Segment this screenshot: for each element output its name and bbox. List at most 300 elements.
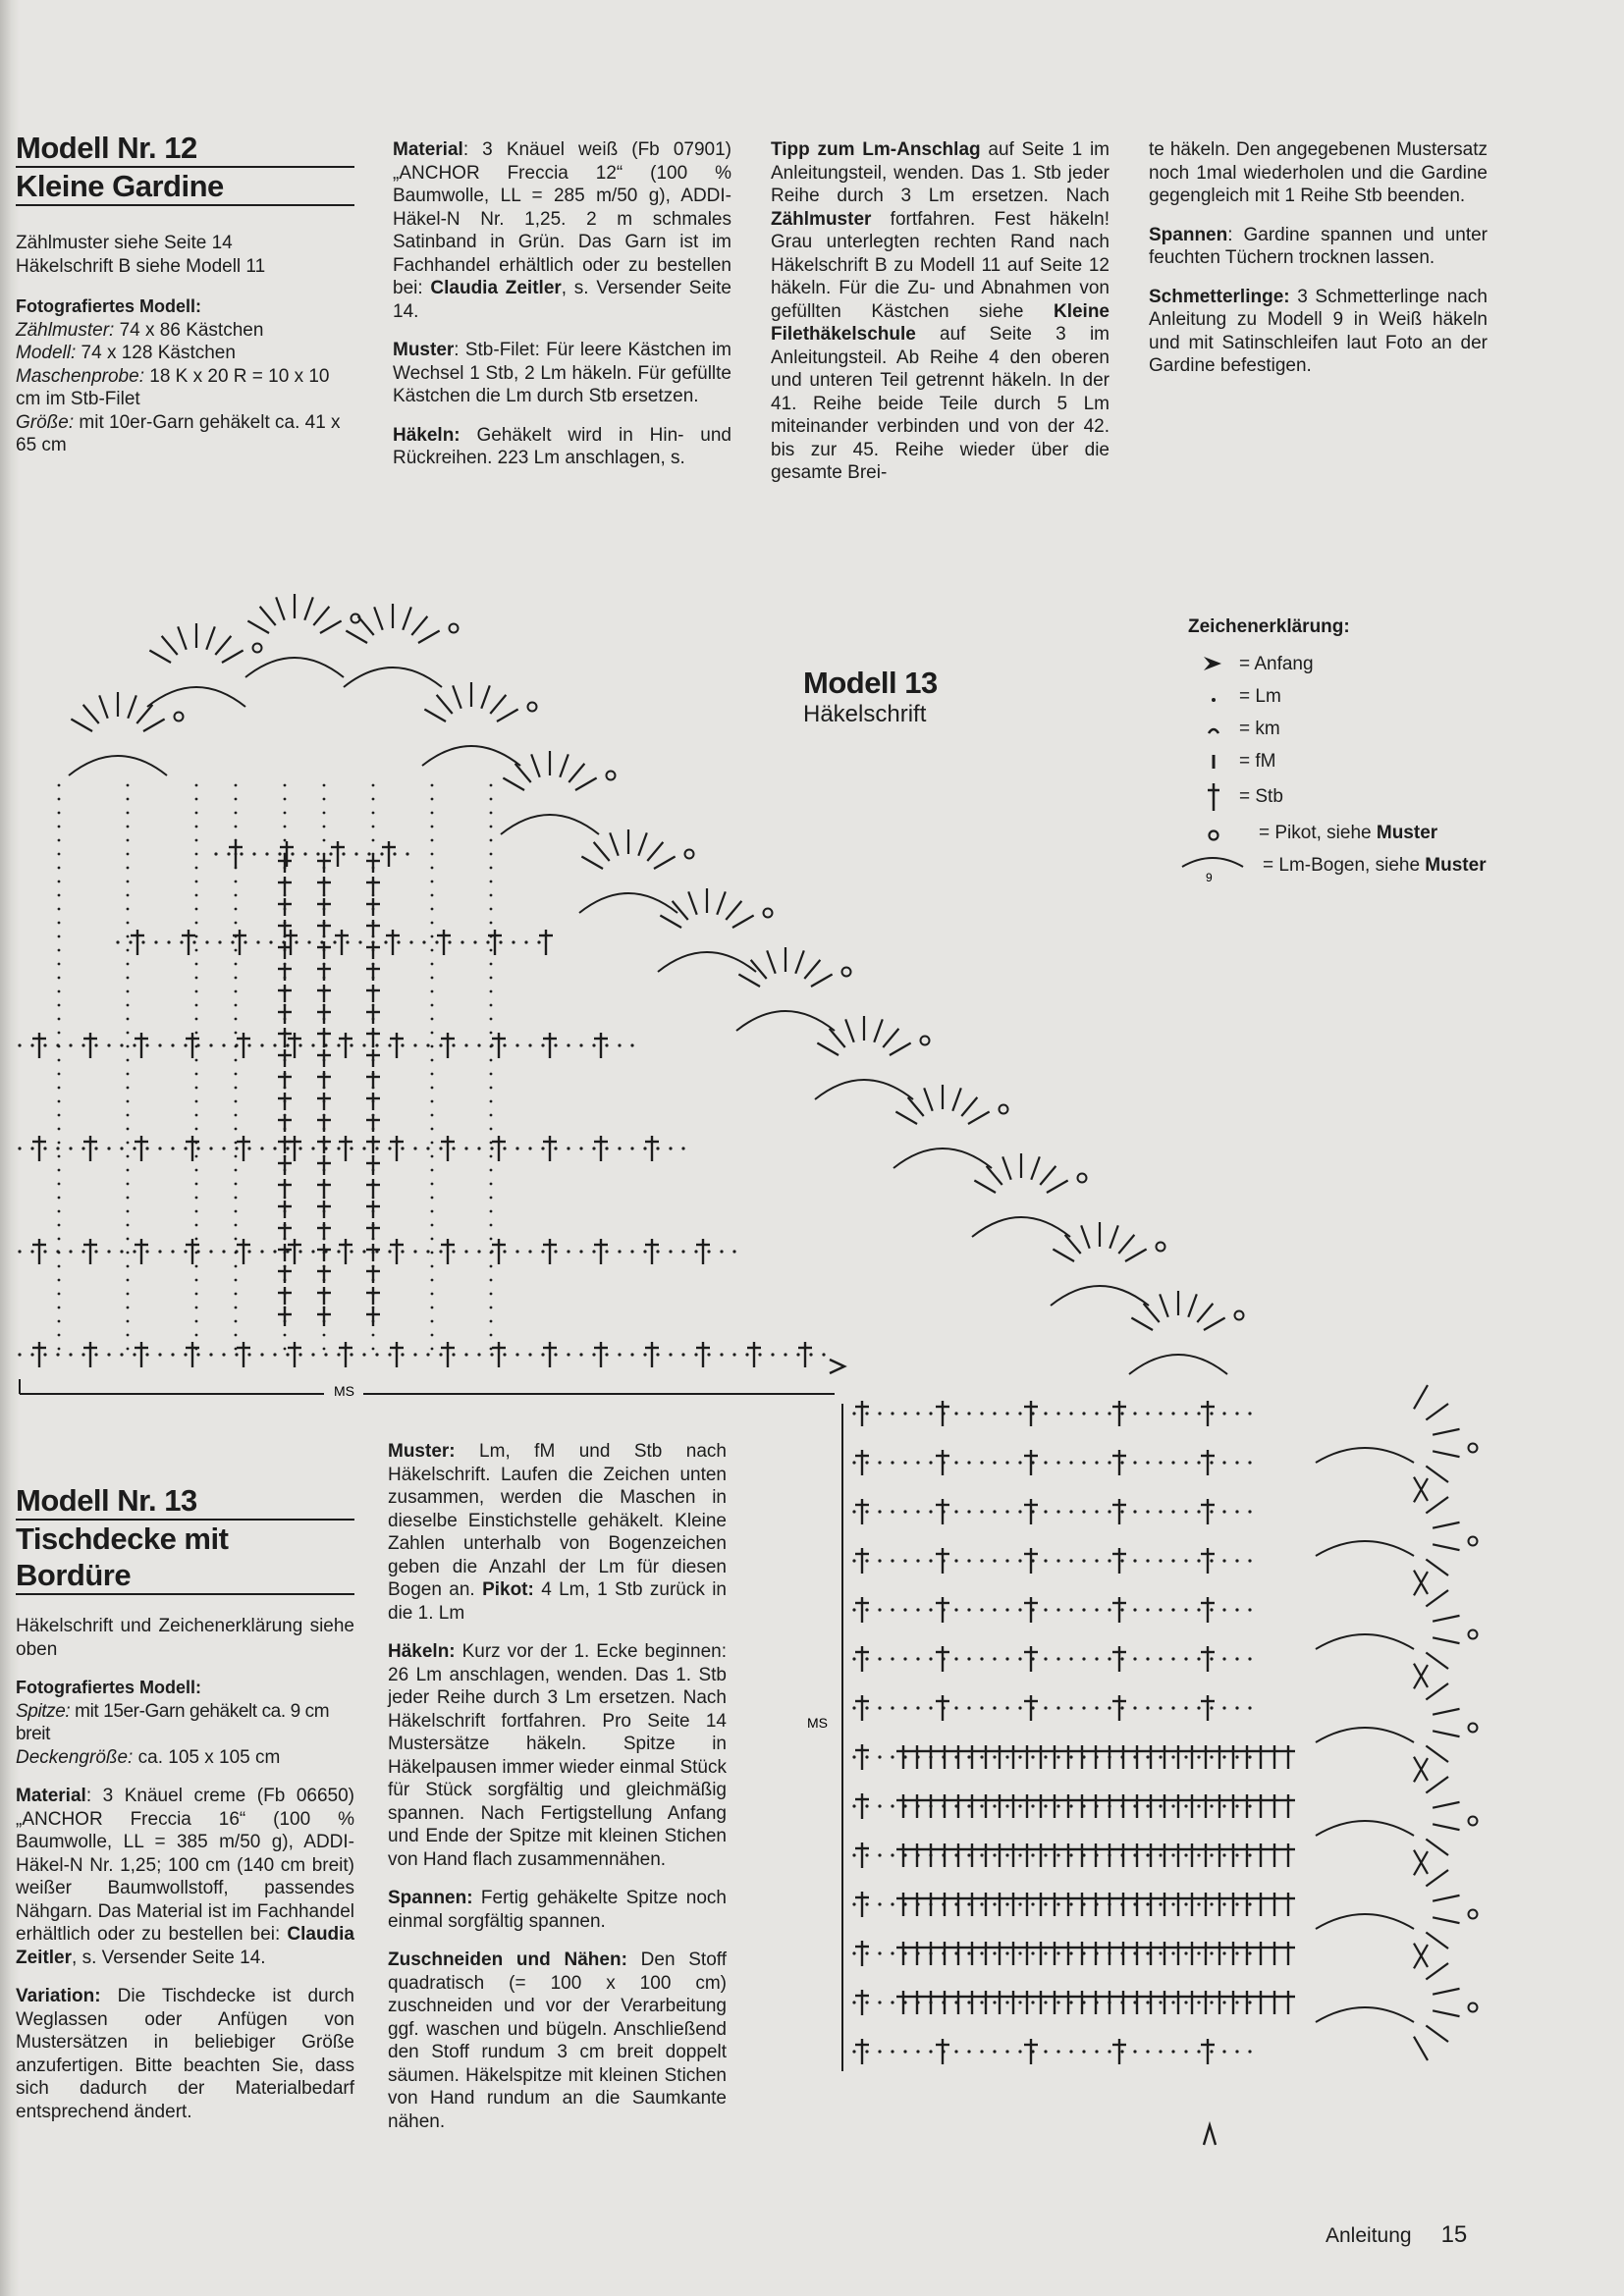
chain-stitch-dot [1044, 1559, 1047, 1562]
model12-photographed-label: Fotografiertes Modell: [16, 296, 202, 316]
model13-photographed-label: Fotografiertes Modell: [16, 1678, 202, 1697]
chain-stitch-dot [30, 1250, 33, 1253]
chain-stitch-dot [235, 1279, 238, 1282]
picot-symbol [450, 624, 459, 633]
chain-stitch-dot [1184, 1755, 1187, 1758]
single-crochet-symbol [1040, 1166, 1056, 1185]
chain-stitch-dot [431, 1224, 434, 1227]
chain-stitch-dot [1018, 1804, 1021, 1807]
chain-stitch-dot [323, 1307, 326, 1309]
chain-stitch-dot [58, 1018, 61, 1021]
chain-stitch-dot [916, 1510, 919, 1513]
chain-stitch-dot [720, 1250, 723, 1253]
chain-stitch-dot [431, 949, 434, 952]
chain-stitch-dot [980, 1412, 983, 1415]
chain-stitch-dot [464, 1147, 467, 1149]
single-crochet-symbol [1426, 1467, 1448, 1482]
chain-stitch-dot [58, 1032, 61, 1035]
chain-stitch-dot [380, 852, 383, 855]
single-crochet-symbol [149, 651, 171, 664]
chain-stitch-dot [323, 853, 326, 856]
chain-stitch-dot [656, 1353, 659, 1356]
single-crochet-symbol [437, 695, 453, 714]
chain-stitch-dot [256, 940, 259, 943]
chain-stitch-dot [891, 1657, 893, 1660]
chain-stitch-dot [503, 1250, 506, 1253]
chain-stitch-dot [58, 1045, 61, 1048]
chain-stitch-dot [58, 1114, 61, 1117]
chain-stitch-dot [107, 1147, 110, 1149]
chain-stitch-dot [284, 1004, 287, 1007]
chain-stitch-dot [260, 1250, 263, 1253]
single-crochet-symbol [313, 607, 329, 625]
chain-stitch-dot [235, 1045, 238, 1048]
chain-stitch-dot [891, 1804, 893, 1807]
chain-stitch-dot [1197, 1657, 1200, 1660]
chain-stitch-dot [1146, 1951, 1149, 1954]
chain-stitch-dot [1159, 1461, 1162, 1464]
chain-stitch-dot [1044, 2050, 1047, 2053]
chain-stitch-dot [1146, 1657, 1149, 1660]
chain-stitch-dot [235, 1265, 238, 1268]
chain-stitch-dot [490, 1183, 493, 1186]
chain-stitch-dot [1108, 1510, 1110, 1513]
chain-stitch-dot [58, 977, 61, 980]
chain-stitch-dot [58, 1279, 61, 1282]
chain-stitch-dot [413, 1353, 416, 1356]
chain-stitch-dot [171, 1353, 174, 1356]
chain-stitch-dot [592, 1147, 595, 1149]
single-crochet-symbol [1031, 1156, 1040, 1179]
chain-stitch-dot [1171, 1902, 1174, 1905]
model12-ref-counting: Zählmuster siehe Seite 14 [16, 233, 233, 253]
chain-stitch-dot [980, 1804, 983, 1807]
chain-stitch-dot [431, 1155, 434, 1158]
chain-stitch-dot [490, 881, 493, 883]
model12-material-paragraph: Material: 3 Knäuel weiß (Fb 07901) „ANCHOR Freccia 12“ (100 % Baumwolle, LL = 285 m/50 g), ADDI-Häkel-N Nr. 1,25. 2 m schmales Satinband in Grün. Das Garn ist im Fachhandel erhältlich oder zu bestellen bei: Claudia Zeitler, s. Versender Seite 14. [393, 139, 731, 322]
chain-stitch-dot [630, 1147, 633, 1149]
chain-stitch-dot [954, 1608, 957, 1611]
model13-subheading-2: Bordüre [16, 1558, 132, 1592]
model12-pattern-paragraph: Muster: Stb-Filet: Für leere Kästchen im Wechsel 1 Stb, 2 Lm häkeln. Für gefüllte Kästchen die Lm durch Stb ersetzen. [393, 340, 731, 406]
chain-stitch-dot [375, 1147, 378, 1149]
chain-stitch-dot [903, 1510, 906, 1513]
chain-stitch-dot [372, 1197, 375, 1200]
chain-stitch-dot [235, 1197, 238, 1200]
chain-stitch-dot [127, 1197, 130, 1200]
chain-stitch-dot [286, 1353, 289, 1356]
chain-stitch-dot [372, 1307, 375, 1309]
single-crochet-symbol [1053, 1250, 1074, 1262]
chain-stitch-dot [1005, 1804, 1008, 1807]
single-crochet-symbol [1204, 1318, 1225, 1331]
chain-stitch-dot [30, 1147, 33, 1149]
single-crochet-symbol [717, 891, 726, 914]
chain-stitch-dot [1056, 1804, 1059, 1807]
chain-stitch-dot [1031, 1902, 1034, 1905]
chain-stitch-dot [1235, 2001, 1238, 2003]
chain-stitch-dot [431, 990, 434, 993]
single-crochet-symbol [1433, 2010, 1459, 2016]
chain-stitch-dot [431, 1087, 434, 1090]
chain-stitch-dot [490, 949, 493, 952]
model13-variation-paragraph: Variation: Die Tischdecke ist durch Weglassen oder Anfügen von Mustersätzen in beliebiger Größe anzufertigen. Bitte beachten Sie, dass sich dadurch der Materialbedarf entsprechend ändert. [16, 1986, 354, 2122]
chain-stitch-dot [323, 826, 326, 828]
chain-stitch-dot [1044, 1657, 1047, 1660]
chain-stitch-dot [431, 1265, 434, 1268]
model12-ref-chart: Häkelschrift B siehe Modell 11 [16, 255, 266, 277]
chain-stitch-dot [431, 839, 434, 842]
chain-stitch-dot [367, 852, 370, 855]
chain-stitch-dot [630, 1250, 633, 1253]
chain-stitch-dot [58, 1004, 61, 1007]
single-crochet-symbol [515, 764, 531, 782]
chain-stitch-dot [954, 1657, 957, 1660]
chain-stitch-dot [1044, 1804, 1047, 1807]
chain-stitch-dot [1159, 1608, 1162, 1611]
single-crochet-symbol [1433, 1989, 1459, 1995]
chain-stitch-dot [235, 798, 238, 801]
chain-stitch-dot [852, 1951, 855, 1954]
chain-stitch-dot [967, 1412, 970, 1415]
chain-stitch-dot [1235, 1951, 1238, 1954]
chain-stitch-dot [865, 2001, 868, 2003]
chain-stitch-dot [107, 1250, 110, 1253]
chain-stitch-dot [1235, 1706, 1238, 1709]
chain-stitch-dot [554, 1250, 557, 1253]
chain-stitch-dot [1159, 1412, 1162, 1415]
chain-stitch-dot [127, 784, 130, 787]
chain-stitch-dot [1235, 1559, 1238, 1562]
chain-stitch-dot [195, 1169, 198, 1172]
chain-stitch-dot [145, 1250, 148, 1253]
chain-stitch-dot [372, 1348, 375, 1351]
chain-stitch-dot [158, 1353, 161, 1356]
chain-stitch-dot [490, 1147, 493, 1149]
chain-stitch-dot [1069, 1412, 1072, 1415]
legend-row-picot: = Pikot, siehe Muster [1188, 817, 1350, 849]
chain-stitch-dot [1056, 1706, 1059, 1709]
chain-stitch-dot [247, 1147, 250, 1149]
chain-stitch-dot [1044, 1951, 1047, 1954]
model13-pattern-paragraph: Muster: Lm, fM und Stb nach Häkelschrift. Laufen die Zeichen unten zusammen, werden die Maschen in dieselbe Einstichstelle gehäkelt. Kleine Zahlen unterhalb von Bogenzeichen geben die Anzahl der Lm für diesen Bogen an. Pikot: 4 Lm, 1 Stb zurück in die 1. Lm [388, 1441, 728, 1624]
chain-stitch-dot [372, 784, 375, 787]
chain-stitch-dot [195, 881, 198, 883]
chain-stitch-dot [490, 1252, 493, 1255]
single-crochet-symbol [1426, 1933, 1448, 1949]
chain-stitch-dot [916, 1657, 919, 1660]
chain-arc-symbol [501, 815, 599, 834]
chain-stitch-dot [1146, 1559, 1149, 1562]
chain-stitch-dot [127, 1155, 130, 1158]
single-crochet-symbol [883, 1029, 898, 1047]
chain-stitch-dot [311, 1147, 314, 1149]
chain-stitch-dot [490, 894, 493, 897]
chain-stitch-dot [354, 852, 357, 855]
chain-stitch-dot [401, 1043, 404, 1046]
single-crochet-symbol [497, 710, 518, 722]
chain-stitch-dot [1235, 1608, 1238, 1611]
chain-stitch-dot [1005, 1412, 1008, 1415]
chain-stitch-dot [707, 1250, 710, 1253]
model13-subheading: Tischdecke mit [16, 1522, 229, 1556]
chain-stitch-dot [195, 1004, 198, 1007]
chain-stitch-dot [426, 1353, 429, 1356]
chain-stitch-dot [891, 1412, 893, 1415]
chain-stitch-dot [372, 798, 375, 801]
chain-stitch-dot [1069, 1902, 1072, 1905]
chain-stitch-dot [284, 1045, 287, 1048]
chain-stitch-dot [94, 1043, 97, 1046]
chain-stitch-dot [1146, 1510, 1149, 1513]
chain-stitch-dot [205, 940, 208, 943]
chain-stitch-dot [127, 1114, 130, 1117]
chain-stitch-dot [490, 1279, 493, 1282]
chain-stitch-dot [260, 1353, 263, 1356]
chain-stitch-dot [409, 940, 412, 943]
chain-stitch-dot [758, 1353, 761, 1356]
chain-stitch-dot [1159, 1559, 1162, 1562]
chain-stitch-dot [490, 1293, 493, 1296]
chain-stitch-dot [865, 1951, 868, 1954]
chain-stitch-dot [541, 1043, 544, 1046]
single-crochet-symbol [890, 1043, 911, 1056]
chain-stitch-dot [1171, 1510, 1174, 1513]
chain-stitch-dot [235, 1238, 238, 1241]
chain-stitch-dot [269, 940, 272, 943]
chain-stitch-dot [1133, 1461, 1136, 1464]
chain-stitch-dot [167, 940, 170, 943]
chain-stitch-dot [426, 1147, 429, 1149]
chain-stitch-dot [1222, 1608, 1225, 1611]
single-crochet-symbol [1426, 1560, 1448, 1575]
chain-stitch-dot [350, 1250, 352, 1253]
model12-blocking-paragraph: Spannen: Gardine spannen und unter feuchten Tüchern trocknen lassen. [1149, 224, 1488, 268]
chain-arc-symbol [815, 1080, 913, 1099]
picot-symbol [842, 968, 851, 977]
single-crochet-symbol [1414, 1385, 1428, 1409]
chain-stitch-dot [993, 1951, 996, 1954]
chain-stitch-dot [235, 922, 238, 925]
chain-stitch-dot [490, 1320, 493, 1323]
chain-stitch-dot [1069, 1755, 1072, 1758]
chain-stitch-dot [127, 1045, 130, 1048]
chain-stitch-dot [503, 1147, 506, 1149]
chain-stitch-dot [528, 1250, 531, 1253]
chain-stitch-dot [58, 1252, 61, 1255]
chain-stitch-dot [372, 1004, 375, 1007]
chain-stitch-dot [464, 1250, 467, 1253]
chain-stitch-dot [891, 1755, 893, 1758]
chain-stitch-dot [490, 1114, 493, 1117]
chain-stitch-dot [195, 853, 198, 856]
chain-stitch-dot [681, 1250, 684, 1253]
picot-symbol [1469, 2003, 1478, 2012]
chain-stitch-dot [980, 1755, 983, 1758]
chain-stitch-dot [1044, 1755, 1047, 1758]
chain-stitch-dot [1133, 1608, 1136, 1611]
chain-stitch-dot [1018, 1657, 1021, 1660]
chain-stitch-dot [247, 1353, 250, 1356]
chain-stitch-dot [58, 1128, 61, 1131]
chain-stitch-dot [431, 853, 434, 856]
chain-stitch-dot [1095, 1412, 1098, 1415]
single-crochet-symbol [304, 597, 313, 619]
chain-stitch-dot [486, 940, 489, 943]
chain-stitch-dot [1235, 1657, 1238, 1660]
chain-stitch-dot [1197, 2050, 1200, 2053]
chain-stitch-dot [903, 1657, 906, 1660]
chain-stitch-dot [916, 1461, 919, 1464]
picot-symbol [253, 644, 262, 653]
chain-stitch-dot [235, 1210, 238, 1213]
picot-symbol [1469, 1724, 1478, 1733]
single-crochet-symbol [1426, 1653, 1448, 1669]
chain-stitch-dot [512, 940, 514, 943]
chain-stitch-dot [58, 1100, 61, 1103]
chain-stitch-dot [1171, 1559, 1174, 1562]
chain-stitch-dot [967, 1755, 970, 1758]
chain-stitch-dot [528, 1353, 531, 1356]
chain-stitch-dot [195, 990, 198, 993]
chain-stitch-dot [567, 1353, 569, 1356]
chain-stitch-dot [1184, 1412, 1187, 1415]
chain-stitch-dot [1235, 2050, 1238, 2053]
chain-stitch-dot [1018, 1902, 1021, 1905]
chain-stitch-dot [1159, 1706, 1162, 1709]
chain-stitch-dot [1031, 1853, 1034, 1856]
single-crochet-symbol [71, 720, 92, 732]
single-crochet-symbol [1160, 1294, 1168, 1316]
single-crochet-symbol [99, 695, 108, 718]
chain-stitch-dot [1108, 1412, 1110, 1415]
chain-stitch-dot [295, 940, 298, 943]
chain-stitch-dot [129, 940, 132, 943]
chain-stitch-dot [515, 1250, 518, 1253]
chain-stitch-dot [158, 1147, 161, 1149]
chain-stitch-dot [127, 1238, 130, 1241]
chain-stitch-dot [127, 798, 130, 801]
chain-stitch-dot [1005, 2050, 1008, 2053]
chain-stitch-dot [745, 1353, 748, 1356]
chain-stitch-dot [58, 784, 61, 787]
chain-stitch-dot [431, 826, 434, 828]
chain-stitch-dot [643, 1147, 646, 1149]
chain-stitch-dot [1222, 1755, 1225, 1758]
single-crochet-symbol [424, 710, 446, 722]
chain-stitch-dot [362, 1250, 365, 1253]
chain-stitch-dot [891, 1559, 893, 1562]
chain-stitch-dot [1222, 1902, 1225, 1905]
chain-stitch-dot [218, 940, 221, 943]
single-crochet-symbol [638, 832, 647, 855]
chain-stitch-dot [195, 826, 198, 828]
chain-stitch-dot [929, 1412, 932, 1415]
chain-stitch-dot [195, 867, 198, 870]
chain-stitch-dot [337, 1250, 340, 1253]
model12-spec-size: Größe: mit 10er-Garn gehäkelt ca. 41 x 65 cm [16, 411, 341, 455]
chain-stitch-dot [865, 1706, 868, 1709]
chain-stitch-dot [195, 1293, 198, 1296]
chain-stitch-dot [954, 2050, 957, 2053]
chain-stitch-dot [184, 1043, 187, 1046]
chain-stitch-dot [1120, 1559, 1123, 1562]
chain-arc-symbol [658, 952, 756, 972]
chain-stitch-dot [1197, 1461, 1200, 1464]
chain-stitch-dot [120, 1147, 123, 1149]
chain-arc-symbol [1316, 1821, 1414, 1836]
single-crochet-symbol [1197, 1304, 1213, 1322]
chain-stitch-dot [1248, 1559, 1251, 1562]
chain-stitch-dot [954, 1461, 957, 1464]
single-crochet-symbol [581, 857, 603, 870]
chain-stitch-dot [127, 990, 130, 993]
chain-stitch-dot [107, 1353, 110, 1356]
chain-stitch-dot [127, 1183, 130, 1186]
chain-stitch-dot [141, 940, 144, 943]
chain-stitch-dot [195, 1059, 198, 1062]
chain-stitch-dot [431, 1334, 434, 1337]
chain-stitch-dot [58, 1073, 61, 1076]
chain-stitch-dot [58, 1224, 61, 1227]
chain-stitch-dot [393, 852, 396, 855]
chain-stitch-dot [865, 1804, 868, 1807]
chain-stitch-dot [1210, 1657, 1213, 1660]
chain-stitch-dot [235, 894, 238, 897]
chain-stitch-dot [58, 1320, 61, 1323]
single-crochet-symbol [610, 832, 619, 855]
chain-stitch-dot [1248, 1902, 1251, 1905]
chain-stitch-dot [878, 1951, 881, 1954]
chain-stitch-dot [222, 1353, 225, 1356]
chain-stitch-dot [929, 1510, 932, 1513]
chain-stitch-dot [1031, 1804, 1034, 1807]
footer-section: Anleitung [1326, 2224, 1412, 2247]
chain-stitch-dot [1184, 1657, 1187, 1660]
chain-stitch-dot [1069, 1461, 1072, 1464]
chain-stitch-dot [127, 826, 130, 828]
chain-stitch-dot [460, 940, 463, 943]
chain-stitch-dot [878, 1804, 881, 1807]
single-crochet-symbol [1433, 1896, 1459, 1901]
single-crochet-symbol [374, 607, 383, 629]
chain-stitch-dot [284, 1334, 287, 1337]
chain-stitch-dot [771, 1353, 774, 1356]
chain-stitch-dot [732, 1353, 735, 1356]
chain-stitch-dot [195, 1224, 198, 1227]
chain-stitch-dot [235, 1348, 238, 1351]
chain-stitch-dot [235, 867, 238, 870]
chain-stitch-dot [1222, 1461, 1225, 1464]
chain-stitch-dot [967, 1461, 970, 1464]
picot-symbol [607, 772, 616, 780]
picot-symbol [1469, 1444, 1478, 1453]
chain-stitch-dot [1248, 1657, 1251, 1660]
chain-stitch-dot [490, 977, 493, 980]
chain-stitch-dot [1171, 1461, 1174, 1464]
chain-stitch-dot [235, 935, 238, 938]
chain-stitch-dot [1095, 1510, 1098, 1513]
chain-stitch-dot [980, 1608, 983, 1611]
chain-stitch-dot [362, 1353, 365, 1356]
chain-stitch-dot [1222, 1510, 1225, 1513]
model12-spec-counting: Zählmuster: 74 x 86 Kästchen [16, 319, 264, 341]
chain-stitch-dot [384, 940, 387, 943]
chain-stitch-dot [307, 940, 310, 943]
chain-stitch-dot [1184, 2050, 1187, 2053]
chain-stitch-dot [431, 1197, 434, 1200]
chain-stitch-dot [605, 1250, 608, 1253]
